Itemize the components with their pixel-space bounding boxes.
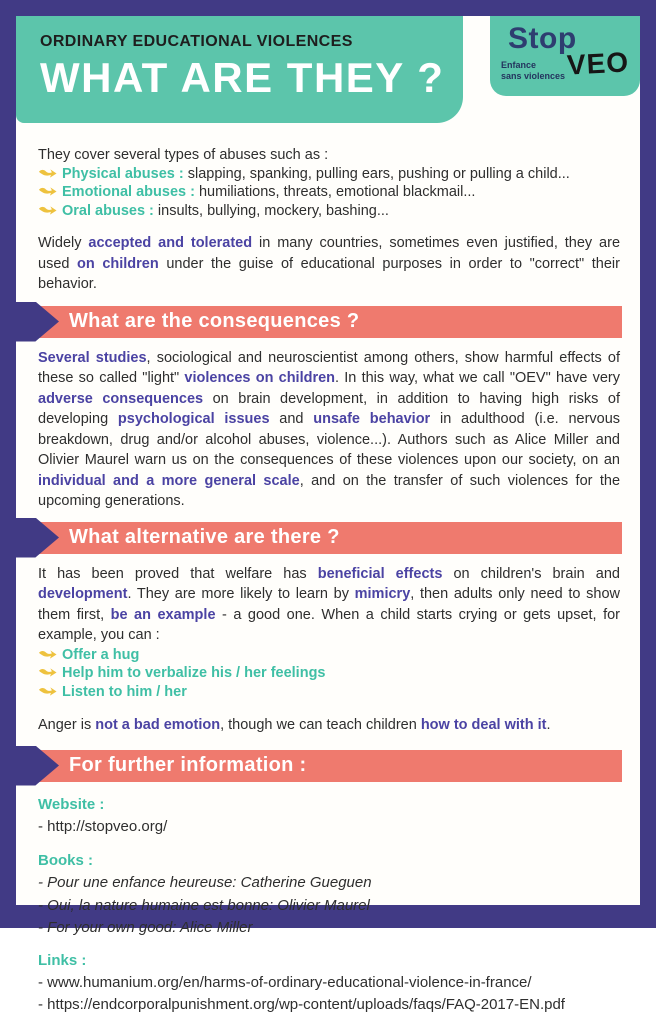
abuse-type-item-physical bbox=[38, 165, 620, 184]
content-area bbox=[16, 16, 640, 1013]
abuse-type-item-emotional bbox=[38, 183, 620, 202]
book-item: - Pour une enfance heureuse: Catherine Gueguen bbox=[38, 874, 372, 891]
abuse-type-text: slapping, spanking, pulling ears, pushing or pulling a child... bbox=[187, 165, 570, 182]
logo-veo-text: VEO bbox=[566, 46, 630, 81]
section-heading: What are the consequences ? bbox=[69, 310, 360, 332]
bullet-arrow-icon bbox=[38, 667, 57, 678]
abuse-type-label: Physical abuses : bbox=[62, 165, 184, 182]
logo-tagline-line2: sans violences bbox=[501, 71, 566, 82]
tolerated-paragraph: Widely accepted and tolerated in many countries, sometimes even justified, they are used on children under the guise of educational purposes in order to "correct" their behavior. bbox=[38, 235, 621, 292]
bullet-arrow-icon bbox=[38, 649, 57, 660]
alternative-item-text: Listen to him / her bbox=[62, 683, 187, 700]
abuse-type-text: humiliations, threats, emotional blackmail... bbox=[198, 184, 476, 200]
abuse-type-label: Oral abuses : bbox=[62, 202, 154, 219]
section-heading: For further information : bbox=[69, 754, 307, 776]
books-label: Books : bbox=[38, 852, 94, 869]
section-banner-further-info bbox=[16, 750, 622, 782]
alternative-paragraph: It has been proved that welfare has beneficial effects on children's brain and development. They are more likely to learn by mimicry, then adults only need to show them first, be an example - a good one. When a child starts crying or gets upset, for example, you can : bbox=[38, 565, 621, 643]
further-info-section bbox=[38, 794, 620, 1017]
link-item: - www.humanium.org/en/harms-of-ordinary-educational-violence-in-france/ bbox=[38, 973, 532, 991]
section-heading: What alternative are there ? bbox=[69, 526, 340, 548]
intro-lead: They cover several types of abuses such as : bbox=[38, 147, 329, 163]
link-item: - https://endcorporalpunishment.org/wp-content/uploads/faqs/FAQ-2017-EN.pdf bbox=[38, 996, 565, 1013]
alternative-list bbox=[38, 646, 620, 702]
section-banner-alternative bbox=[16, 522, 622, 554]
alternative-item-hug bbox=[38, 646, 620, 665]
book-item: - For your own good: Alice Miller bbox=[38, 919, 253, 936]
header-kicker: ORDINARY EDUCATIONAL VIOLENCES bbox=[40, 33, 353, 50]
bullet-arrow-icon bbox=[38, 168, 57, 179]
logo-tagline-line1: Enfance bbox=[501, 60, 537, 70]
bullet-arrow-icon bbox=[38, 186, 57, 197]
logo-stop-text: Stop bbox=[508, 22, 577, 55]
banner-chevron-icon bbox=[0, 302, 59, 342]
abuse-type-text: insults, bullying, mockery, bashing... bbox=[157, 202, 389, 219]
banner-chevron-icon bbox=[0, 746, 59, 786]
abuse-type-item-oral bbox=[38, 202, 620, 221]
alternative-item-listen bbox=[38, 683, 620, 702]
links-label: Links : bbox=[38, 951, 87, 969]
section-banner-consequences bbox=[16, 306, 622, 338]
consequences-paragraph: Several studies, sociological and neuroscientist among others, show harmful effects of these so called "light" violences on children. In this way, what we call "OEV" have very adverse consequences on brain development, in addition to having high risks of developing psychological issues and unsafe behavior in adulthood (i.e. nervous breakdown, drug and/or alcohol abuses, violence...). Authors such as Alice Miller and Olivier Maurel warn us on the consequences of these violences upon our society, on an individual and a more general scale, and on the transfer of such violences for the upcoming generations. bbox=[38, 349, 621, 509]
bullet-arrow-icon bbox=[38, 205, 57, 216]
page-background bbox=[16, 16, 640, 1013]
alternative-item-text: Help him to verbalize his / her feelings bbox=[62, 665, 326, 681]
website-label: Website : bbox=[38, 795, 105, 813]
website-url: - http://stopveo.org/ bbox=[38, 817, 168, 835]
alternative-item-verbalize bbox=[38, 664, 620, 683]
page-title: WHAT ARE THEY ? bbox=[40, 54, 445, 101]
bullet-arrow-icon bbox=[38, 686, 57, 697]
abuse-type-label: Emotional abuses : bbox=[62, 184, 195, 200]
anger-paragraph: Anger is not a bad emotion, though we can teach children how to deal with it. bbox=[38, 717, 551, 733]
banner-chevron-icon bbox=[0, 518, 59, 558]
book-item: - Oui, la nature humaine est bonne: Olivier Maurel bbox=[38, 896, 370, 914]
alternative-item-text: Offer a hug bbox=[62, 646, 140, 663]
abuse-type-list bbox=[38, 165, 620, 221]
